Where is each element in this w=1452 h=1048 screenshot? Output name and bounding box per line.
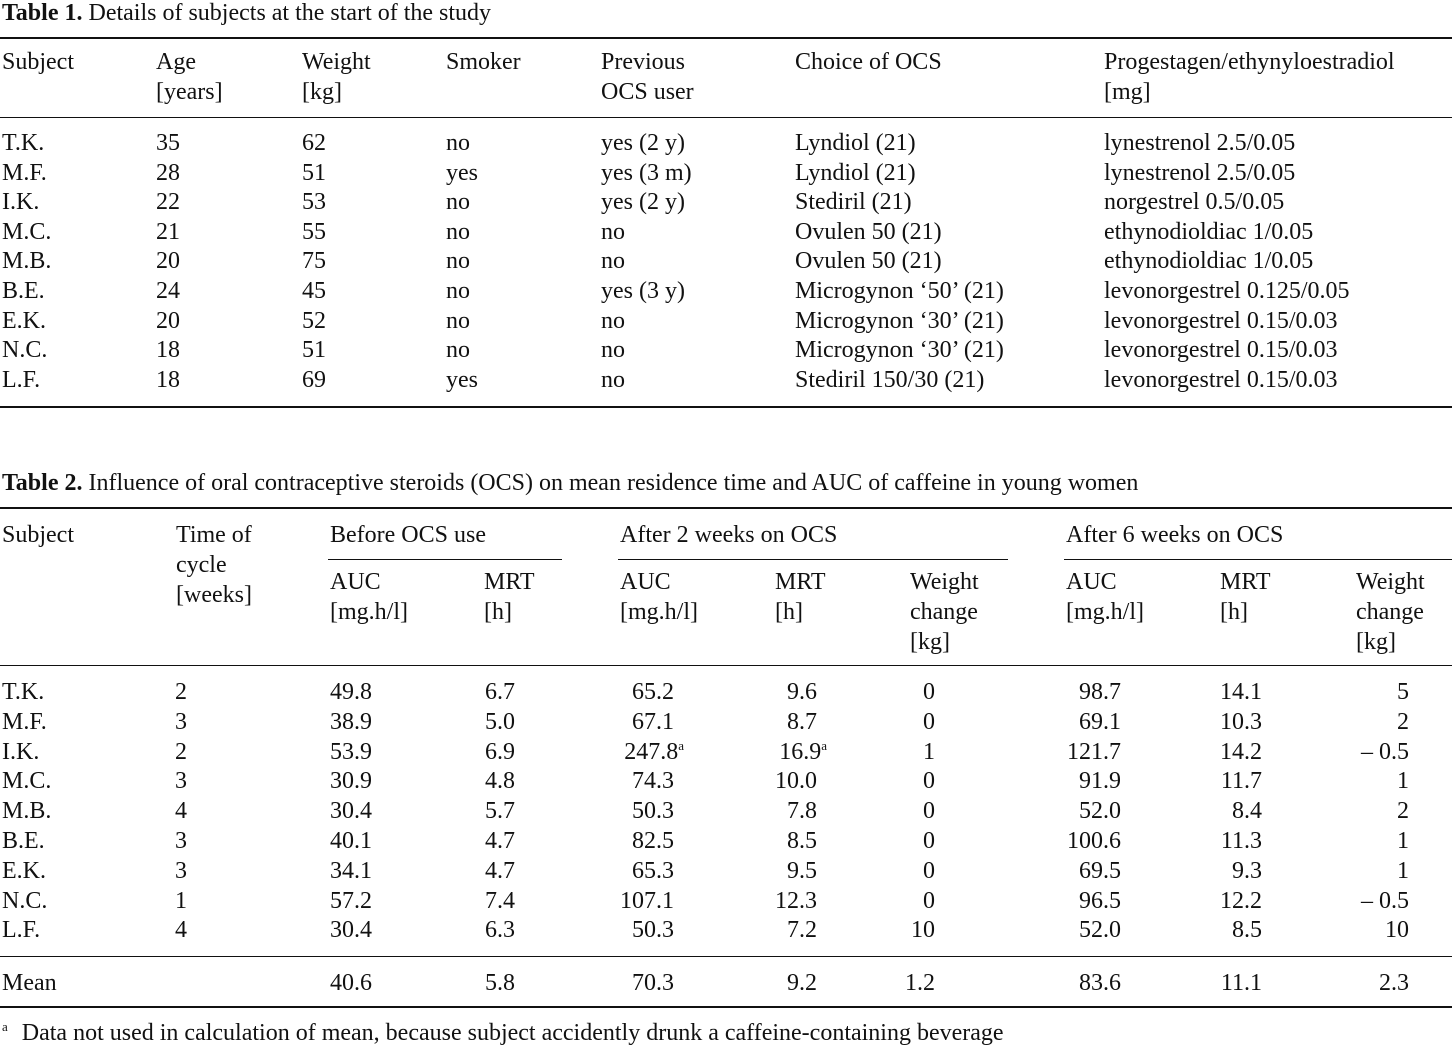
t1-cell-choice-ocs: Stediril (21) (795, 189, 912, 216)
t2-cell-subject: M.C. (2, 768, 52, 795)
t2-cell-w2-mrt: 9.5 (787, 857, 817, 884)
t2-cell-cycle: 3 (175, 857, 187, 884)
t1-cell-weight: 53 (302, 189, 326, 216)
table1-bottom-rule (0, 406, 1452, 408)
t1-cell-age: 22 (156, 189, 180, 216)
t2-cell-before-auc: 40.1 (330, 828, 372, 854)
t1-header-weight: Weight [kg] (302, 49, 371, 105)
t2-cell-w6-weight: 5 (1397, 679, 1409, 705)
t2-cell-w6-auc: 121.7 (1067, 738, 1121, 765)
t2-cell-before-auc: 57.2 (330, 887, 372, 914)
t2-cell-w2-mrt: 8.5 (787, 828, 817, 854)
t1-cell-choice-ocs: Microgynon ‘50’ (21) (795, 278, 1004, 304)
t1-cell-progestagen: ethynodioldiac 1/0.05 (1104, 218, 1314, 245)
t2-cell-w2-mrt: 12.3 (775, 887, 817, 914)
t1-cell-previous-ocs: yes (3 m) (601, 159, 692, 186)
t2-cell-w6-weight: 1 (1397, 857, 1409, 884)
t2-cell-w6-mrt: 8.5 (1232, 917, 1262, 944)
t2-cell-before-mrt: 4.7 (485, 857, 515, 884)
t2-cell-w2-auc: 65.2 (632, 679, 674, 705)
table1-caption-label: Table 1. (2, 0, 83, 26)
t2-cell-w6-mrt: 9.3 (1232, 857, 1262, 884)
t2-cell-w2-weight: 10 (911, 917, 935, 944)
t2-cell-cycle: 4 (175, 917, 187, 944)
t2-cell-w2-weight: 0 (923, 857, 935, 884)
t2-cell-w6-weight: – 0.5 (1361, 887, 1409, 914)
t1-cell-age: 24 (156, 278, 180, 304)
table2-footnote (2, 1018, 1004, 1048)
t1-cell-progestagen: ethynodioldiac 1/0.05 (1104, 248, 1314, 275)
t2-cell-before-auc: 30.9 (330, 768, 372, 795)
t1-cell-age: 28 (156, 159, 180, 186)
t1-header-choice-ocs: Choice of OCS (795, 49, 942, 75)
t2-cell-w6-weight: 2 (1397, 708, 1409, 735)
t1-cell-smoker: no (446, 248, 470, 275)
table2-mean-rule (0, 956, 1452, 957)
t1-cell-subject: B.E. (2, 278, 45, 304)
t1-cell-progestagen: levonorgestrel 0.125/0.05 (1104, 278, 1350, 304)
t2-cell-w2-weight: 0 (923, 768, 935, 795)
t1-cell-smoker: no (446, 130, 470, 156)
t2-cell-cycle: 2 (175, 738, 187, 765)
t2-cell-w6-auc: 69.5 (1079, 857, 1121, 884)
t1-cell-smoker: yes (446, 366, 478, 393)
t2-cell-before-auc: 38.9 (330, 708, 372, 735)
t2-cell-before-auc: 30.4 (330, 917, 372, 944)
t2-cell-cycle: 3 (175, 768, 187, 795)
group-header-before: Before OCS use (330, 522, 486, 548)
t2-cell-before-auc: 34.1 (330, 857, 372, 884)
t1-cell-previous-ocs: no (601, 337, 625, 364)
t2-cell-before-mrt: 6.9 (485, 738, 515, 765)
t1-cell-choice-ocs: Lyndiol (21) (795, 130, 916, 156)
t1-cell-progestagen: lynestrenol 2.5/0.05 (1104, 130, 1296, 156)
t2-cell-w2-auc: 107.1 (620, 887, 674, 914)
t2-cell-w2-mrt: 9.6 (787, 679, 817, 705)
table2-caption-label: Table 2. (2, 470, 83, 496)
t2-mean-before-mrt: 5.8 (485, 970, 515, 996)
t2-cell-w6-mrt: 8.4 (1232, 798, 1262, 825)
t2-cell-w2-auc: 247.8$^a$ (624, 737, 684, 765)
t2-cell-cycle: 3 (175, 828, 187, 854)
t2-mean-w2-mrt: 9.2 (787, 970, 817, 996)
t2-cell-w6-mrt: 14.1 (1220, 679, 1262, 705)
t1-cell-age: 21 (156, 218, 180, 245)
t1-cell-progestagen: norgestrel 0.5/0.05 (1104, 189, 1285, 216)
t1-header-smoker: Smoker (446, 49, 521, 75)
t2-header-cycle: Time of cycle [weeks] (176, 522, 252, 608)
table2-caption (2, 468, 1138, 498)
t2-cell-subject: L.F. (2, 917, 41, 944)
t2-cell-w2-weight: 0 (923, 679, 935, 705)
t1-cell-progestagen: levonorgestrel 0.15/0.03 (1104, 337, 1338, 364)
footnote-marker: a (2, 1019, 8, 1034)
t2-mean-w2-auc: 70.3 (632, 970, 674, 996)
t1-cell-age: 35 (156, 130, 180, 156)
t1-cell-smoker: no (446, 218, 470, 245)
t2-cell-w2-mrt: 7.8 (787, 798, 817, 825)
t2-mean-w6-auc: 83.6 (1079, 970, 1121, 996)
t2-cell-before-mrt: 4.7 (485, 828, 515, 854)
t2-cell-before-mrt: 7.4 (485, 887, 515, 914)
t2-cell-w2-auc: 74.3 (632, 768, 674, 795)
t2-cell-w2-weight: 0 (923, 887, 935, 914)
t2-mean-w2-weight: 1.2 (905, 970, 935, 996)
t2-mean-w6-weight: 2.3 (1379, 970, 1409, 996)
t2-cell-cycle: 1 (175, 887, 187, 914)
t1-cell-subject: I.K. (2, 189, 40, 216)
t1-cell-weight: 45 (302, 278, 326, 304)
t2-cell-w6-weight: 2 (1397, 798, 1409, 825)
table2-top-rule (0, 507, 1452, 509)
group-rule-6weeks (1064, 559, 1452, 560)
t1-cell-choice-ocs: Lyndiol (21) (795, 159, 916, 186)
t2-mean-before-auc: 40.6 (330, 970, 372, 996)
t1-header-age: Age [years] (156, 49, 223, 105)
t2-cell-w6-weight: – 0.5 (1361, 738, 1409, 765)
t2-mean-w6-mrt: 11.1 (1220, 970, 1262, 996)
t1-cell-weight: 69 (302, 366, 326, 393)
t2-cell-w2-mrt: 10.0 (775, 768, 817, 795)
t2-mean-label: Mean (2, 970, 57, 996)
t2-cell-w6-mrt: 14.2 (1220, 738, 1262, 765)
t2-cell-w2-weight: 1 (923, 738, 935, 765)
t2-cell-w6-auc: 69.1 (1079, 708, 1121, 735)
t1-cell-previous-ocs: no (601, 248, 625, 275)
table1-top-rule (0, 37, 1452, 39)
t1-cell-weight: 75 (302, 248, 326, 275)
t1-cell-age: 20 (156, 248, 180, 275)
t2-cell-before-mrt: 5.7 (485, 798, 515, 825)
t1-header-previous-ocs: Previous OCS user (601, 49, 694, 105)
t2-cell-subject: N.C. (2, 887, 48, 914)
t2-cell-w2-auc: 50.3 (632, 798, 674, 825)
t1-cell-age: 18 (156, 366, 180, 393)
t1-header-subject: Subject (2, 49, 74, 75)
table1-caption-text: Details of subjects at the start of the study (88, 0, 492, 26)
footnote-text: Data not used in calculation of mean, because subject accidently drunk a caffeine-containing beverage (21, 1020, 1004, 1046)
t1-cell-weight: 51 (302, 337, 326, 364)
t2-cell-subject: E.K. (2, 857, 46, 884)
t2-cell-w6-auc: 98.7 (1079, 679, 1121, 705)
group-rule-2weeks (618, 559, 1008, 560)
t2-cell-w2-weight: 0 (923, 708, 935, 735)
t1-cell-smoker: yes (446, 159, 478, 186)
t2-cell-subject: I.K. (2, 738, 40, 765)
t2-cell-subject: T.K. (2, 679, 45, 705)
t2-cell-w2-mrt: 8.7 (787, 708, 817, 735)
t2-cell-w6-auc: 52.0 (1079, 798, 1121, 825)
t2-header-before-mrt: MRT [h] (484, 569, 535, 625)
t1-cell-progestagen: lynestrenol 2.5/0.05 (1104, 159, 1296, 186)
t2-header-w2-weight: Weight change [kg] (910, 569, 979, 655)
t1-cell-subject: M.B. (2, 248, 52, 275)
t2-cell-w2-weight: 0 (923, 798, 935, 825)
t2-header-w6-weight: Weight change [kg] (1356, 569, 1425, 655)
t2-cell-before-auc: 30.4 (330, 798, 372, 825)
t1-cell-subject: M.C. (2, 218, 52, 245)
t1-cell-subject: N.C. (2, 337, 48, 364)
t1-cell-smoker: no (446, 307, 470, 334)
t1-cell-choice-ocs: Ovulen 50 (21) (795, 218, 942, 245)
t1-cell-previous-ocs: yes (3 y) (601, 278, 685, 304)
t2-cell-subject: M.F. (2, 708, 47, 735)
t2-header-w6-auc: AUC [mg.h/l] (1066, 569, 1144, 625)
t2-cell-subject: M.B. (2, 798, 52, 825)
t2-cell-subject: B.E. (2, 828, 45, 854)
table2-caption-text: Influence of oral contraceptive steroids (OCS) on mean residence time and AUC of caffeine in young women (88, 470, 1139, 496)
t1-cell-weight: 52 (302, 307, 326, 334)
t1-cell-choice-ocs: Microgynon ‘30’ (21) (795, 337, 1004, 364)
t2-cell-before-mrt: 4.8 (485, 768, 515, 795)
t1-cell-choice-ocs: Microgynon ‘30’ (21) (795, 307, 1004, 334)
footnote-ref: a (821, 737, 827, 753)
t2-cell-w6-auc: 96.5 (1079, 887, 1121, 914)
t2-cell-w6-weight: 10 (1385, 917, 1409, 944)
t2-cell-w6-auc: 91.9 (1079, 768, 1121, 795)
t1-cell-subject: M.F. (2, 159, 47, 186)
t2-cell-w2-auc: 65.3 (632, 857, 674, 884)
t2-header-w6-mrt: MRT [h] (1220, 569, 1271, 625)
t2-header-subject: Subject (2, 522, 74, 548)
t1-cell-progestagen: levonorgestrel 0.15/0.03 (1104, 307, 1338, 334)
t1-cell-age: 18 (156, 337, 180, 364)
t1-cell-subject: E.K. (2, 307, 46, 334)
t2-cell-w6-weight: 1 (1397, 828, 1409, 854)
t1-cell-choice-ocs: Ovulen 50 (21) (795, 248, 942, 275)
group-rule-before (328, 559, 562, 560)
t1-cell-weight: 51 (302, 159, 326, 186)
t1-cell-subject: L.F. (2, 366, 41, 393)
t1-cell-previous-ocs: no (601, 366, 625, 393)
t1-cell-smoker: no (446, 189, 470, 216)
t1-cell-smoker: no (446, 278, 470, 304)
table1-caption (2, 0, 491, 28)
t1-cell-subject: T.K. (2, 130, 45, 156)
t2-cell-w6-mrt: 11.3 (1220, 828, 1262, 854)
t1-cell-previous-ocs: yes (2 y) (601, 130, 685, 156)
table2-bottom-rule (0, 1006, 1452, 1008)
t2-header-w2-mrt: MRT [h] (775, 569, 826, 625)
t2-cell-cycle: 4 (175, 798, 187, 825)
t1-cell-weight: 62 (302, 130, 326, 156)
t1-cell-weight: 55 (302, 218, 326, 245)
t1-cell-progestagen: levonorgestrel 0.15/0.03 (1104, 366, 1338, 393)
t2-cell-before-auc: 49.8 (330, 679, 372, 705)
t2-cell-w2-mrt: 16.9$^a$ (779, 737, 827, 765)
t2-cell-cycle: 2 (175, 679, 187, 705)
t2-header-before-auc: AUC [mg.h/l] (330, 569, 408, 625)
footnote-ref: a (678, 737, 684, 753)
group-header-6weeks: After 6 weeks on OCS (1066, 522, 1284, 548)
table2-header-rule (0, 665, 1452, 666)
t2-cell-w2-auc: 67.1 (632, 708, 674, 735)
t1-cell-age: 20 (156, 307, 180, 334)
t2-cell-before-mrt: 6.3 (485, 917, 515, 944)
t2-cell-w6-mrt: 11.7 (1220, 768, 1262, 795)
t2-header-w2-auc: AUC [mg.h/l] (620, 569, 698, 625)
t1-cell-smoker: no (446, 337, 470, 364)
t2-cell-w6-mrt: 12.2 (1220, 887, 1262, 914)
t2-cell-before-mrt: 5.0 (485, 708, 515, 735)
t2-cell-w6-auc: 52.0 (1079, 917, 1121, 944)
table1-header-rule (0, 117, 1452, 118)
t2-cell-w6-mrt: 10.3 (1220, 708, 1262, 735)
t2-cell-w2-auc: 50.3 (632, 917, 674, 944)
t2-cell-w2-weight: 0 (923, 828, 935, 854)
t2-cell-before-mrt: 6.7 (485, 679, 515, 705)
t1-cell-choice-ocs: Stediril 150/30 (21) (795, 366, 985, 393)
t2-cell-w6-auc: 100.6 (1067, 828, 1121, 854)
t2-cell-w2-auc: 82.5 (632, 828, 674, 854)
t1-header-progestagen: Progestagen/ethynyloestradiol [mg] (1104, 49, 1395, 105)
t2-cell-cycle: 3 (175, 708, 187, 735)
t1-cell-previous-ocs: no (601, 218, 625, 245)
t2-cell-w2-mrt: 7.2 (787, 917, 817, 944)
t2-cell-w6-weight: 1 (1397, 768, 1409, 795)
t1-cell-previous-ocs: no (601, 307, 625, 334)
group-header-2weeks: After 2 weeks on OCS (620, 522, 838, 548)
t1-cell-previous-ocs: yes (2 y) (601, 189, 685, 216)
t2-cell-before-auc: 53.9 (330, 738, 372, 765)
